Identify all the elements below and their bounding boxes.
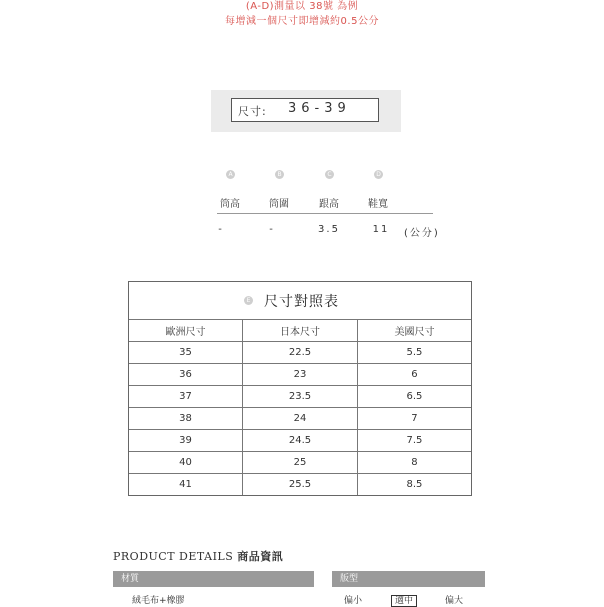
cell-eu: 37 xyxy=(129,386,243,408)
cell-us: 6 xyxy=(357,364,471,386)
size-label: 尺寸: xyxy=(238,105,267,118)
marker-b-icon: B xyxy=(275,170,284,179)
fit-bar: 版型 xyxy=(332,571,485,587)
column-us: 美國尺寸 xyxy=(357,320,471,342)
size-chart-table xyxy=(129,319,471,495)
material-value: 絨毛布+橡膠 xyxy=(132,596,185,606)
cell-us: 7.5 xyxy=(357,430,471,452)
cell-jp: 25.5 xyxy=(243,474,358,496)
cell-us: 8 xyxy=(357,452,471,474)
fit-option-true-to-size xyxy=(391,593,417,606)
size-chart-title: 尺寸對照表 xyxy=(264,294,339,310)
table-row xyxy=(129,452,471,474)
column-eu: 歐洲尺寸 xyxy=(129,320,243,342)
value-shaft-circumference: - xyxy=(269,224,275,235)
cell-us: 5.5 xyxy=(357,342,471,364)
table-row xyxy=(129,474,471,496)
cell-jp: 25 xyxy=(243,452,358,474)
value-shaft-height: - xyxy=(218,224,224,235)
header-shaft-circumference: 筒圍 xyxy=(269,199,289,210)
marker-e-icon: E xyxy=(244,296,253,305)
table-row xyxy=(129,408,471,430)
header-heel-height: 跟高 xyxy=(319,199,339,210)
size-step-note: 每增減一個尺寸即增減約0.5公分 xyxy=(225,16,379,27)
material-bar: 材質 xyxy=(113,571,314,587)
table-row xyxy=(129,430,471,452)
cell-jp: 24.5 xyxy=(243,430,358,452)
cell-eu: 36 xyxy=(129,364,243,386)
cell-eu: 39 xyxy=(129,430,243,452)
fit-selected-marker: 適中 xyxy=(391,595,417,607)
value-heel-height: 3.5 xyxy=(318,224,340,235)
value-shoe-width: 11 xyxy=(372,224,390,235)
product-details-title xyxy=(113,548,283,564)
cell-jp: 22.5 xyxy=(243,342,358,364)
product-details-title-en: PRODUCT DETAILS xyxy=(113,550,234,563)
cell-us: 6.5 xyxy=(357,386,471,408)
header-shaft-height: 筒高 xyxy=(220,199,240,210)
marker-a-icon: A xyxy=(226,170,235,179)
measure-note: (A-D)測量以 38號 為例 xyxy=(245,1,359,12)
unit-label: (公分) xyxy=(404,228,440,239)
column-jp: 日本尺寸 xyxy=(243,320,358,342)
cell-jp: 23 xyxy=(243,364,358,386)
marker-d-icon: D xyxy=(374,170,383,179)
fit-option-small: 偏小 xyxy=(344,596,363,606)
header-shoe-width: 鞋寬 xyxy=(368,199,388,210)
table-row xyxy=(129,386,471,408)
product-details-title-zh: 商品資訊 xyxy=(237,550,284,563)
cell-us: 8.5 xyxy=(357,474,471,496)
table-row xyxy=(129,342,471,364)
table-row xyxy=(129,364,471,386)
cell-jp: 24 xyxy=(243,408,358,430)
measure-divider xyxy=(217,213,433,214)
cell-us: 7 xyxy=(357,408,471,430)
marker-c-icon: C xyxy=(325,170,334,179)
cell-eu: 38 xyxy=(129,408,243,430)
table-header-row xyxy=(129,320,471,342)
cell-eu: 40 xyxy=(129,452,243,474)
cell-jp: 23.5 xyxy=(243,386,358,408)
cell-eu: 41 xyxy=(129,474,243,496)
fit-option-large: 偏大 xyxy=(445,596,464,606)
cell-eu: 35 xyxy=(129,342,243,364)
size-value: 36-39 xyxy=(288,101,351,116)
